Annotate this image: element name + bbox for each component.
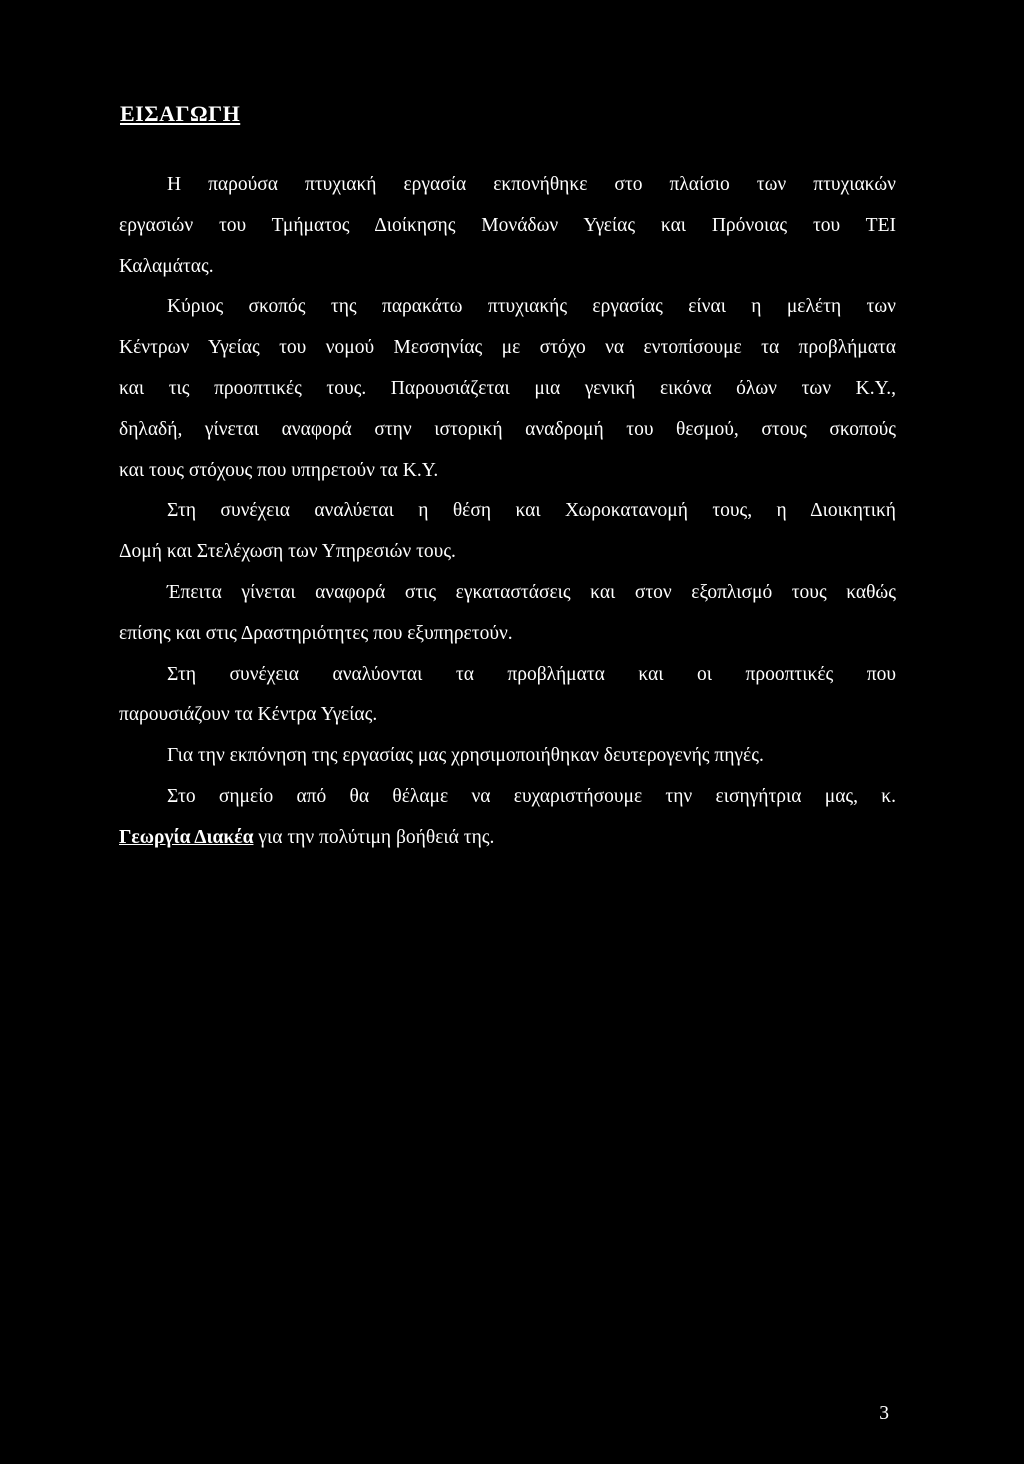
text-line: επίσης και στις Δραστηριότητες που εξυπηρετούν.: [119, 622, 513, 644]
paragraph-6: [119, 736, 896, 777]
text-line: Στη συνέχεια αναλύεται η θέση και Χωροκατανομή τους, η Διοικητική: [167, 500, 896, 522]
paragraph-1: [119, 165, 896, 287]
paragraph-7: [119, 777, 896, 859]
text-line: και τους στόχους που υπηρετούν τα Κ.Υ.: [119, 459, 439, 481]
text-line: Δομή και Στελέχωση των Υπηρεσιών τους.: [119, 541, 456, 563]
advisor-name: Γεωργία Διακέα: [119, 826, 254, 848]
text-line: Έπειτα γίνεται αναφορά στις εγκαταστάσεις και στον εξοπλισμό τους καθώς: [167, 581, 896, 603]
text-line: παρουσιάζουν τα Κέντρα Υγείας.: [119, 704, 378, 726]
text-line: και τις προοπτικές τους. Παρουσιάζεται μια γενική εικόνα όλων των Κ.Υ.,: [119, 377, 896, 399]
text-line: Στη συνέχεια αναλύονται τα προβλήματα και οι προοπτικές που: [167, 663, 896, 685]
paragraph-2: [119, 287, 896, 491]
text-line: Για την εκπόνηση της εργασίας μας χρησιμοποιήθηκαν δευτερογενής πηγές.: [167, 745, 764, 767]
page-number: 3: [879, 1403, 889, 1424]
text-line: Κύριος σκοπός της παρακάτω πτυχιακής εργασίας είναι η μελέτη των: [167, 296, 896, 318]
text-line: δηλαδή, γίνεται αναφορά στην ιστορική αναδρομή του θεσμού, στους σκοπούς: [119, 418, 896, 440]
paragraph-4: [119, 573, 896, 655]
text-fragment: για την πολύτιμη βοήθειά της.: [253, 826, 495, 848]
text-line: Στο σημείο από θα θέλαμε να ευχαριστήσουμε την εισηγήτρια μας, κ.: [167, 785, 896, 807]
text-line: Κέντρων Υγείας του νομού Μεσσηνίας με στόχο να εντοπίσουμε τα προβλήματα: [119, 337, 896, 359]
body-text: [119, 165, 896, 859]
section-heading: ΕΙΣΑΓΩΓΗ: [120, 101, 241, 126]
paragraph-5: [119, 655, 896, 737]
text-line: εργασιών του Τμήματος Διοίκησης Μονάδων Υγείας και Πρόνοιας του ΤΕΙ: [119, 214, 896, 236]
paragraph-3: [119, 491, 896, 573]
text-line: [119, 818, 896, 859]
text-line: Η παρούσα πτυχιακή εργασία εκπονήθηκε στο πλαίσιο των πτυχιακών: [167, 174, 896, 195]
text-line: Καλαμάτας.: [119, 255, 214, 277]
